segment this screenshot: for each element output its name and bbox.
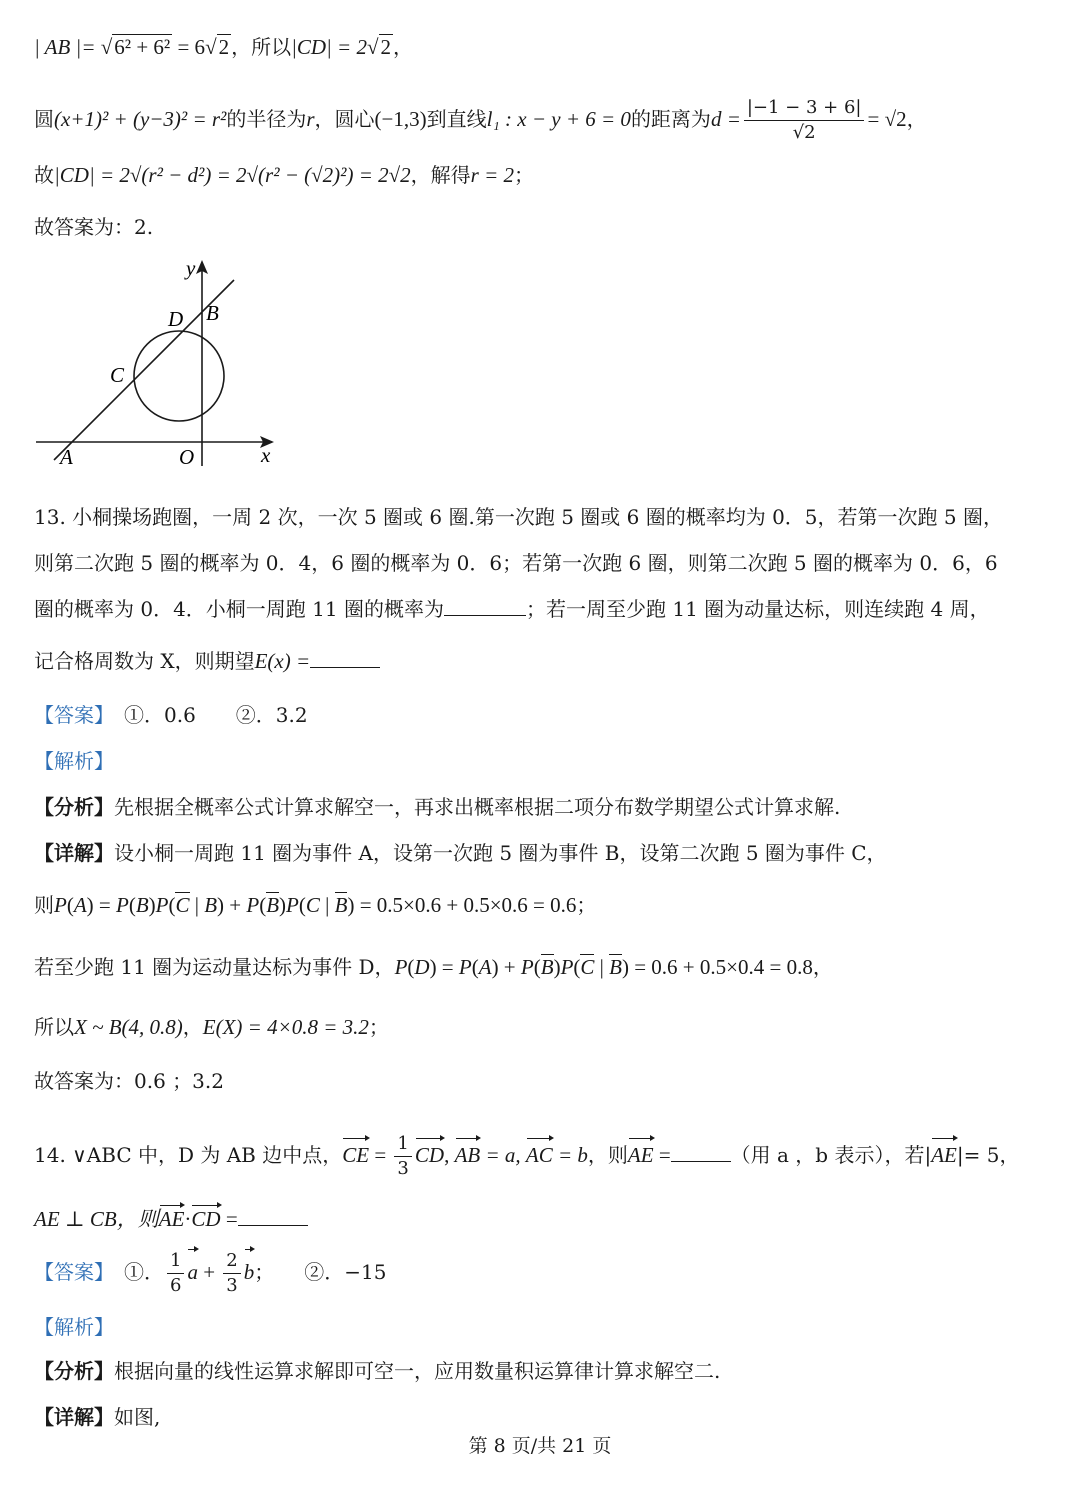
blank-1 [444,597,526,616]
q13-eq2: 若至少跑 11 圈为运动量达标为事件 D，P(D) = P(A) + P(B)P(C | B) = 0.6 + 0.5×0.4 = 0.8， [34,955,833,979]
q12-line3: 故|CD| = 2√(r² − d²) = 2√(r² − (√2)²) = 2√2，解得r = 2； [34,163,535,187]
one-third-fraction: $\frac{1}{3}$ [394,1132,411,1181]
page-footer: 第 8 页/共 21 页 [468,1435,612,1457]
point-o-label: O [179,445,195,469]
q13-line2: 则第二次跑 5 圈的概率为 0．4，6 圈的概率为 0．6；若第一次跑 6 圈，则第二次跑 5 圈的概率为 0．6，6 [34,551,998,575]
point-c-label: C [110,363,125,387]
q14-analysis-tag: 【解析】 [34,1315,114,1339]
blank-3 [671,1143,731,1162]
q13-line3: 圈的概率为 0．4．小桐一周跑 11 圈的概率为 ；若一周至少跑 11 圈为动量达标，则连续跑 4 周， [34,597,990,621]
q13-answer: 【答案】 ①．0.6 ②．3.2 [34,703,308,727]
blank-4 [238,1207,308,1226]
q13-final: 故答案为：0.6 ；3.2 [34,1069,224,1093]
q13-analysis-tag: 【解析】 [34,749,114,773]
q14-fenxi: 【分析】根据向量的线性运算求解即可空一，应用数量积运算律计算求解空二. [34,1359,721,1383]
q13-eq1: 则P(A) = P(B)P(C | B) + P(B)P(C | B) = 0.5×0.6 + 0.5×0.6 = 0.6； [34,893,597,917]
q14-xiangjie: 【详解】如图, [34,1405,161,1429]
q13-eq3: 所以X ~ B(4, 0.8)，E(X) = 4×0.8 = 3.2； [34,1015,389,1039]
distance-fraction: $\frac{|-1 - 3 + 6|}{√2}$ [744,96,865,145]
q14-line2: AE ⊥ CB，则AE·CD = [34,1204,1050,1234]
y-label: y [186,256,196,280]
circle-line-figure [30,252,290,472]
q12-line1: | AB |= √6² + 6² = 6√2 ，所以|CD| = 2√2 ， [34,35,414,59]
point-b-label: B [206,301,219,325]
x-label: x [261,443,271,467]
q12-answer: 故答案为：2. [34,215,154,239]
point-a-label: A [60,445,73,469]
q12-line2: 圆(x+1)² + (y−3)² = r²的半径为r，圆心(−1,3)到直线l₁ : x − y + 6 = 0的距离为d = $\frac{|-1 - 3 + 6|}{√2}$ = √2， [34,97,927,143]
q13-xiangjie: 【详解】设小桐一周跑 11 圈为事件 A，设第一次跑 5 圈为事件 B，设第二次跑 5 圈为事件 C， [34,841,887,865]
q13-fenxi: 【分析】先根据全概率公式计算求解空一，再求出概率根据二项分布数学期望公式计算求解. [34,795,841,819]
point-d-label: D [168,307,184,331]
q13-line1: 13. 小桐操场跑圈，一周 2 次，一次 5 圈或 6 圈.第一次跑 5 圈或 6 圈的概率均为 0．5，若第一次跑 5 圈， [34,505,1003,529]
q14-line1: 14. ∨ABC 中，D 为 AB 边中点，CE = $\frac{1}{3}$ CD, AB = a, AC = b，则AE = （用 a ，b 表示），若|AE|= 5， [34,1133,1020,1179]
blank-2 [310,649,380,668]
circle [134,331,224,421]
q13-line4: 记合格周数为 X，则期望E(x) = [34,646,1050,676]
ab-length: | AB |= √6² + 6² = 6√2 [34,35,230,59]
q14-answer: 【答案】 ①． $\frac{1}{6}$ a + $\frac{2}{3}$ b； ②．−15 [34,1250,387,1296]
